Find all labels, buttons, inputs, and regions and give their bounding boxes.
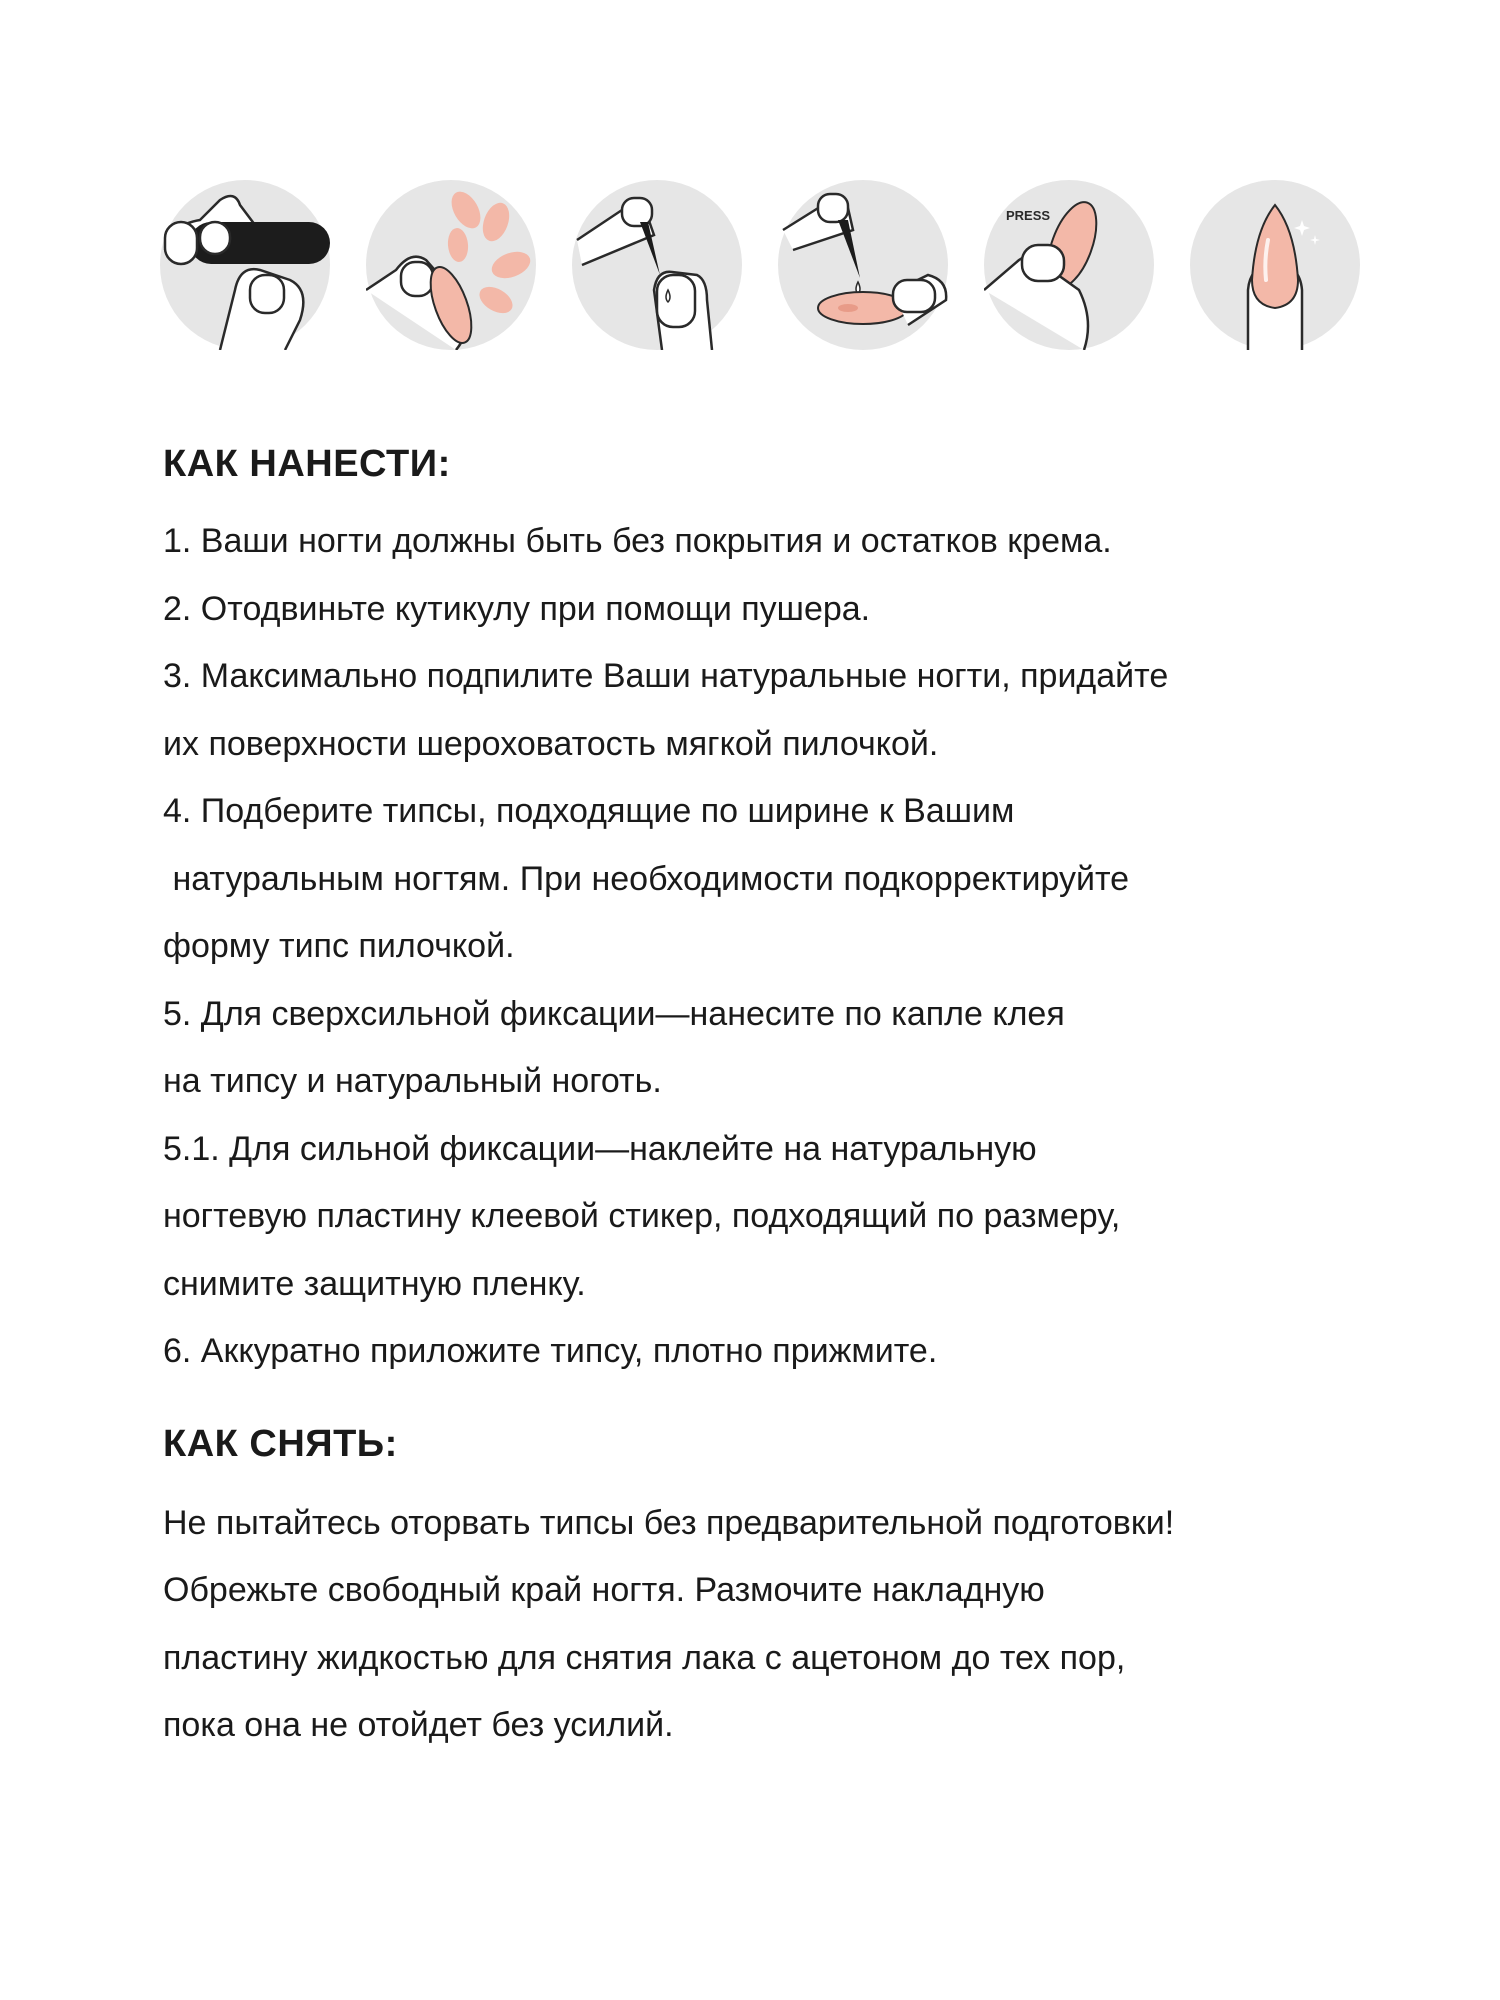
apply-line: 2. Отодвиньте кутикулу при помощи пушера. bbox=[163, 589, 871, 628]
step-5 bbox=[984, 180, 1154, 350]
step-2 bbox=[366, 180, 536, 350]
apply-line: 1. Ваши ногти должны быть без покрытия и остатков крема. bbox=[163, 522, 1112, 560]
apply-line: снимите защитную пленку. bbox=[163, 1264, 586, 1303]
remove-line: Обрежьте свободный край ногтя. Размочите накладную bbox=[163, 1571, 1045, 1609]
step-4 bbox=[778, 180, 948, 350]
nail-file-icon bbox=[160, 180, 330, 350]
apply-line: 6. Аккуратно приложите типсу, плотно прижмите. bbox=[163, 1332, 938, 1370]
remove-steps bbox=[163, 1490, 1383, 1760]
glue-drop-icon bbox=[778, 180, 948, 350]
apply-line: на типсу и натуральный ноготь. bbox=[163, 1062, 662, 1100]
remove-heading: КАК СНЯТЬ: bbox=[163, 1422, 398, 1465]
pusher-icon bbox=[572, 180, 742, 350]
apply-line: 5. Для сверхсильной фиксации—нанесите по капле клея bbox=[163, 994, 1065, 1033]
apply-steps bbox=[163, 508, 1383, 1386]
instructions bbox=[163, 440, 1383, 1760]
apply-line: их поверхности шероховатость мягкой пилочкой. bbox=[163, 724, 939, 763]
apply-line: 3. Максимально подпилите Ваши натуральные ногти, придайте bbox=[163, 657, 1169, 695]
press-label: PRESS bbox=[1006, 208, 1051, 223]
apply-line: форму типс пилочкой. bbox=[163, 927, 515, 965]
step-6 bbox=[1190, 180, 1360, 350]
remove-line: Не пытайтесь оторвать типсы без предварительной подготовки! bbox=[163, 1503, 1175, 1542]
press-tip-icon bbox=[984, 180, 1154, 350]
apply-line: 5.1. Для сильной фиксации—наклейте на натуральную bbox=[163, 1129, 1037, 1168]
apply-line: натуральным ногтям. При необходимости подкорректируйте bbox=[163, 859, 1130, 898]
apply-line: 4. Подберите типсы, подходящие по ширине к Вашим bbox=[163, 792, 1015, 830]
nail-tips-icon bbox=[366, 180, 536, 350]
remove-line: пластину жидкостью для снятия лака с ацетоном до тех пор, bbox=[163, 1638, 1126, 1677]
apply-line: ногтевую пластину клеевой стикер, подходящий по размеру, bbox=[163, 1197, 1121, 1235]
step-1 bbox=[160, 180, 330, 350]
finished-nail-icon bbox=[1190, 180, 1360, 350]
step-3 bbox=[572, 180, 742, 350]
remove-line: пока она не отойдет без усилий. bbox=[163, 1706, 674, 1744]
steps-illustrations bbox=[160, 180, 1360, 350]
apply-heading: КАК НАНЕСТИ: bbox=[163, 443, 451, 485]
